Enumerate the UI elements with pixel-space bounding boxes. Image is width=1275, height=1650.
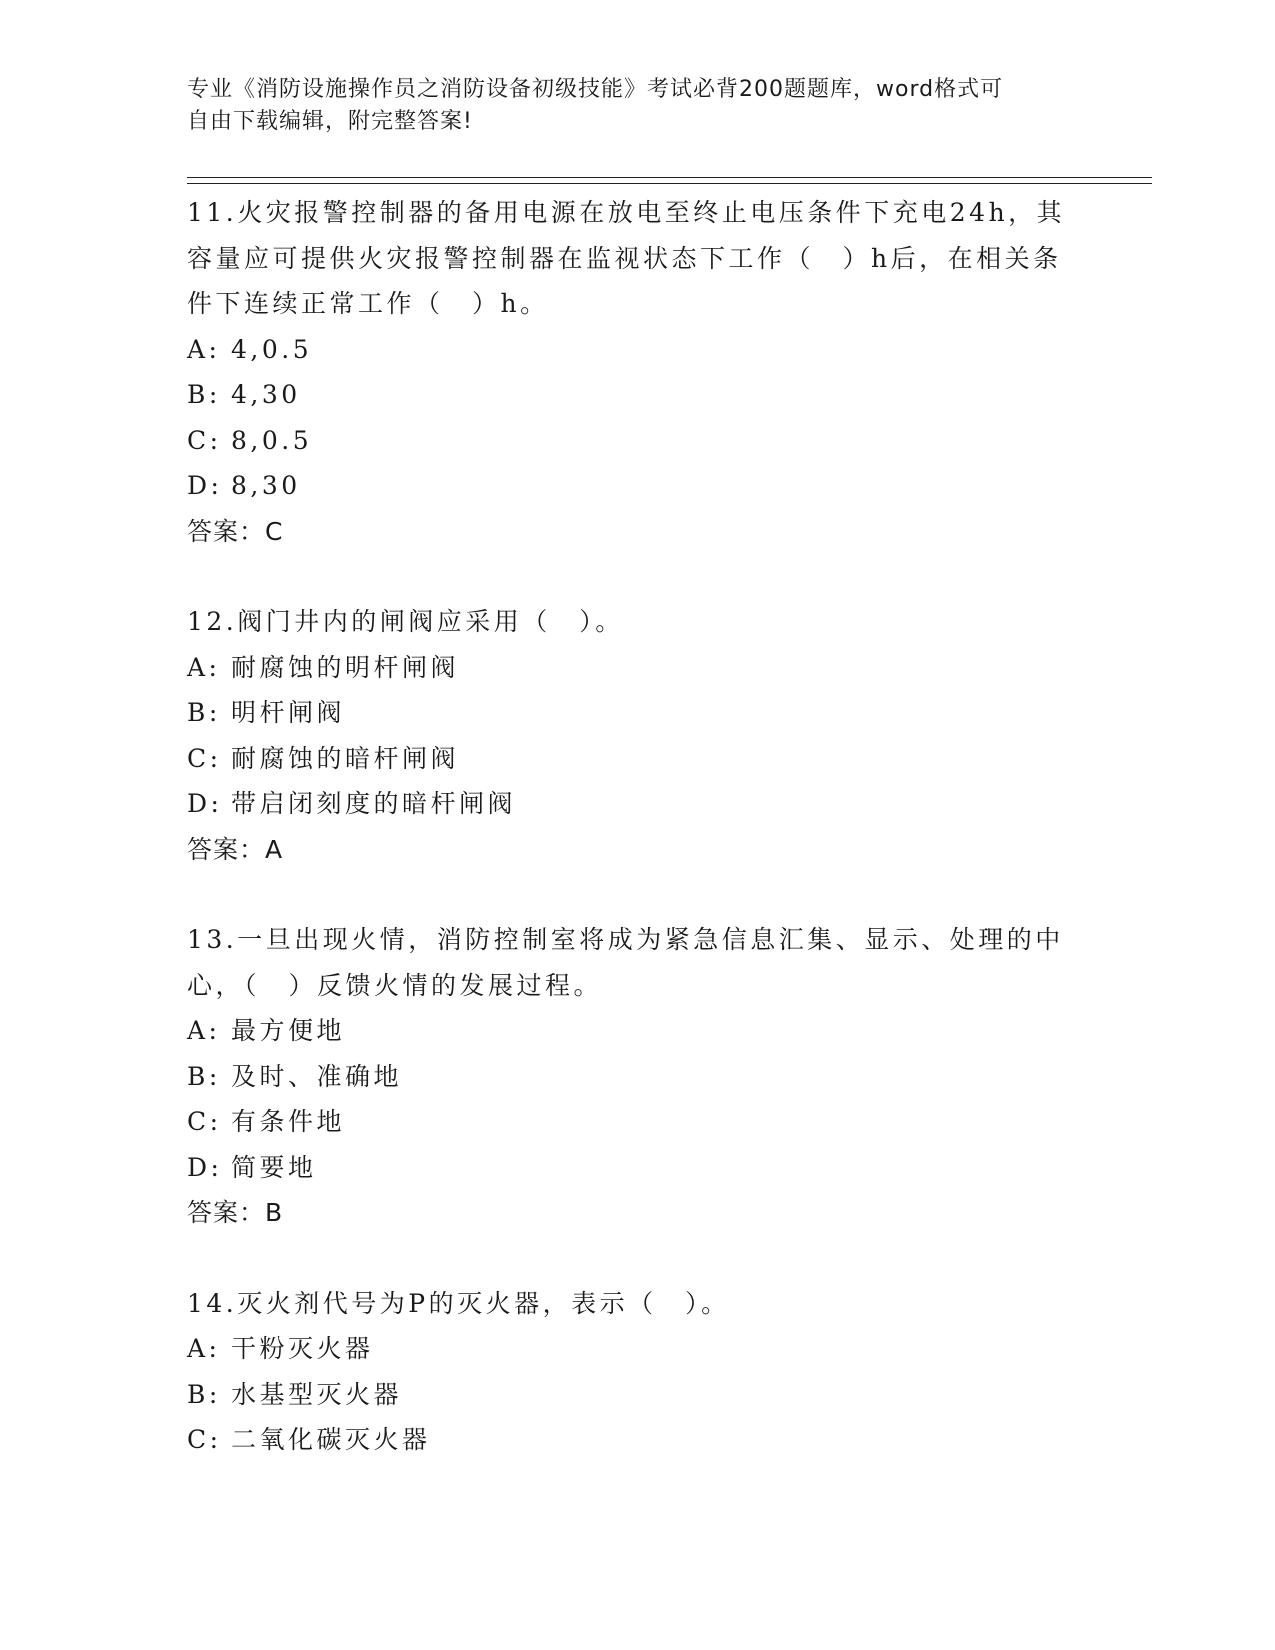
option-text: 及时、准确地 (231, 1061, 403, 1091)
option-letter: A: (187, 652, 221, 682)
option-text: 8,0.5 (231, 425, 313, 455)
option-letter: B: (187, 698, 221, 727)
option-a (187, 1008, 1152, 1054)
option-letter: A: (187, 334, 221, 364)
document-header (187, 74, 1087, 138)
option-text: 带启闭刻度的暗杆闸阀 (231, 789, 517, 818)
option-letter: C: (187, 1107, 222, 1136)
option-text: 有条件地 (231, 1107, 346, 1136)
option-letter: D: (187, 471, 223, 500)
option-text: 耐腐蚀的明杆闸阀 (231, 652, 460, 682)
option-c (187, 1099, 1152, 1145)
question-12 (187, 599, 1152, 872)
header-divider-bottom (187, 183, 1152, 184)
option-letter: C: (187, 425, 222, 455)
option-b (187, 1054, 1152, 1100)
option-c (187, 418, 1152, 464)
option-text: 8,30 (231, 471, 301, 500)
question-14 (187, 1281, 1152, 1463)
header-line-1: 专业《消防设施操作员之消防设备初级技能》考试必背200题题库，word格式可 (187, 77, 1004, 102)
question-text-line: 14.灭火剂代号为P的灭火器，表示（ ）。 (187, 1288, 730, 1318)
option-text: 水基型灭火器 (231, 1379, 403, 1409)
option-b (187, 372, 1152, 418)
option-d (187, 781, 1152, 827)
header-line-2: 自由下载编辑，附完整答案! (187, 109, 473, 134)
option-c (187, 736, 1152, 782)
option-a (187, 327, 1152, 373)
option-a (187, 645, 1152, 691)
question-list (187, 190, 1152, 1508)
option-letter: B: (187, 1061, 221, 1091)
option-letter: C: (187, 1425, 222, 1454)
header-divider-top (187, 177, 1152, 178)
option-letter: A: (187, 1334, 221, 1363)
question-text-line: 13.一旦出现火情，消防控制室将成为紧急信息汇集、显示、处理的中 (187, 925, 1064, 954)
option-letter: A: (187, 1016, 221, 1045)
option-text: 明杆闸阀 (231, 698, 346, 727)
option-c (187, 1417, 1152, 1463)
question-text-line: 12.阀门井内的闸阀应采用（ ）。 (187, 607, 624, 636)
option-text: 4,0.5 (231, 334, 313, 364)
option-letter: B: (187, 1379, 221, 1409)
option-text: 最方便地 (231, 1016, 346, 1045)
question-11 (187, 190, 1152, 554)
option-b (187, 690, 1152, 736)
option-text: 4,30 (231, 380, 301, 409)
answer-line: 答案：B (187, 1198, 284, 1227)
option-text: 耐腐蚀的暗杆闸阀 (231, 743, 460, 773)
option-letter: B: (187, 380, 221, 409)
option-b (187, 1372, 1152, 1418)
question-13 (187, 917, 1152, 1236)
option-letter: D: (187, 789, 223, 818)
option-text: 二氧化碳灭火器 (231, 1425, 431, 1454)
question-text-line: 心，（ ）反馈火情的发展过程。 (187, 970, 603, 1000)
option-a (187, 1326, 1152, 1372)
question-text-line: 件下连续正常工作（ ）h。 (187, 289, 549, 318)
option-letter: C: (187, 743, 222, 773)
answer-line: 答案：C (187, 516, 284, 546)
option-letter: D: (187, 1152, 223, 1182)
question-text-line: 容量应可提供火灾报警控制器在监视状态下工作（ ）h后，在相关条 (187, 243, 1062, 273)
question-text-line: 11.火灾报警控制器的备用电源在放电至终止电压条件下充电24h，其 (187, 198, 1066, 227)
option-d (187, 1145, 1152, 1191)
option-d (187, 463, 1152, 509)
option-text: 干粉灭火器 (231, 1334, 374, 1363)
option-text: 简要地 (231, 1152, 317, 1182)
answer-line: 答案：A (187, 834, 284, 864)
